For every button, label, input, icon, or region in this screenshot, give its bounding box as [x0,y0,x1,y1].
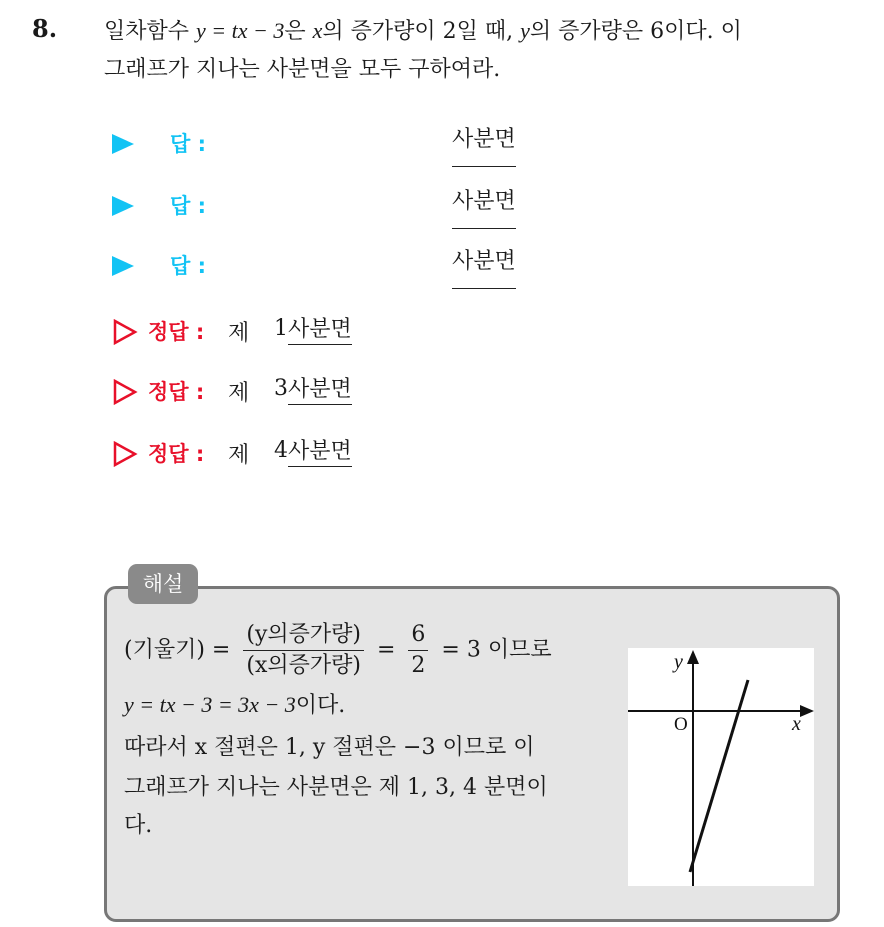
explanation-line-3: 따라서 x 절편은 1, y 절편은 −3 이므로 이 [124,735,535,760]
explanation-line-4: 그래프가 지나는 사분면은 제 1, 3, 4 분면이 [124,775,548,800]
answer-label: 답 : [170,254,206,278]
function-graph [628,648,814,886]
correct-label: 정답 : [148,380,205,404]
y-axis-arrow-icon [687,650,699,664]
correct-prefix: 제 [228,321,250,346]
correct-value: 사분면 [288,316,352,345]
correct-number: 1 [274,316,288,341]
outline-triangle-icon [112,441,138,467]
answer-value: 사분면 [452,188,516,229]
question-formula: y = tx − 3 [196,18,285,43]
slope-equation: (기울기) = $\frac{\text{(y의증가량)}}{\text{(x의증가량)}}$ = $\frac{6}{2}$ = 3 이므로 [124,620,552,681]
question-line-2: 그래프가 지나는 사분면을 모두 구하여라. [104,57,501,82]
origin-label: O [674,714,688,735]
outline-triangle-icon [112,319,138,345]
y-axis-label: y [674,651,683,673]
correct-label: 정답 : [148,320,205,344]
question-line-1: 일차함수 y = tx − 3은 x의 증가량이 2일 때, y의 증가량은 6이다. 이 [104,18,742,44]
answer-arrow-icon [112,196,134,216]
correct-number: 3 [274,376,288,401]
outline-triangle-icon [112,379,138,405]
correct-value: 사분면 [288,438,352,467]
correct-number: 4 [274,438,288,463]
correct-value: 사분면 [288,376,352,405]
explanation-tab: 해설 [128,564,198,604]
fraction-increase: $\frac{\text{(y의증가량)}}{\text{(x의증가량)}}$ [243,620,364,681]
correct-label: 정답 : [148,442,205,466]
question-text [104,12,864,89]
answer-label: 답 : [170,132,206,156]
answer-value: 사분면 [452,248,516,289]
correct-prefix: 제 [228,381,250,406]
explanation-line-5: 다. [124,813,153,838]
x-axis-label: x [792,713,801,735]
x-axis-arrow-icon [800,705,814,717]
fraction-values: $\frac{6}{2}$ [408,620,428,681]
answer-value: 사분면 [452,126,516,167]
graph-svg [628,648,814,886]
answer-arrow-icon [112,134,134,154]
answer-label: 답 : [170,194,206,218]
question-number: 8. [32,14,58,43]
answer-arrow-icon [112,256,134,276]
function-line [690,680,748,872]
correct-prefix: 제 [228,443,250,468]
explanation-line-2: y = tx − 3 = 3x − 3이다. [124,692,346,718]
